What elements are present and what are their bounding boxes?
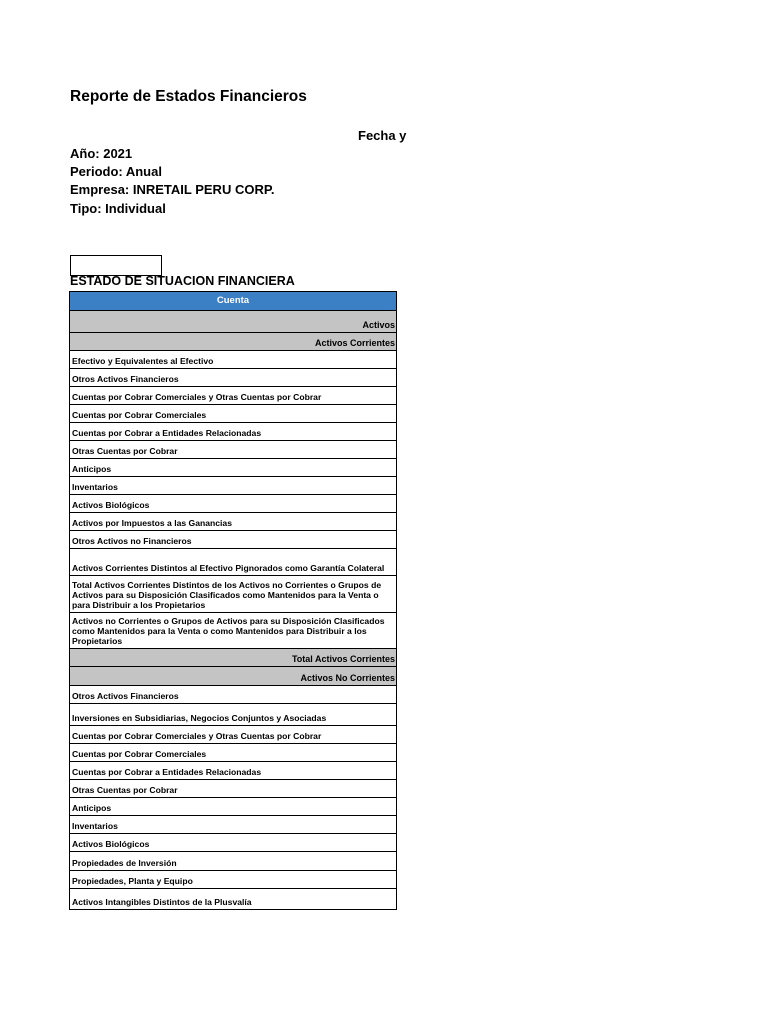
table-row	[70, 852, 396, 871]
report-title: Reporte de Estados Financieros	[70, 88, 307, 105]
account-label: Propiedades de Inversión	[72, 858, 177, 868]
table-row	[70, 704, 396, 726]
account-label: Cuentas por Cobrar a Entidades Relacionadas	[72, 428, 262, 438]
table-header: Cuenta	[70, 292, 396, 311]
table-row	[70, 576, 396, 613]
table-row	[70, 441, 396, 459]
company-label: Empresa: INRETAIL PERU CORP.	[70, 182, 275, 197]
group-label: Activos Corrientes	[314, 338, 395, 348]
period-label: Periodo: Anual	[70, 164, 162, 179]
table-row	[70, 816, 396, 834]
table-row	[70, 780, 396, 798]
account-label: Cuentas por Cobrar Comerciales y Otras Cuentas por Cobrar	[72, 392, 322, 402]
type-label: Tipo: Individual	[70, 201, 166, 216]
table-row	[70, 369, 396, 387]
table-row	[70, 531, 396, 549]
table-row	[70, 477, 396, 495]
account-label: Anticipos	[72, 464, 112, 474]
table-group-row	[70, 333, 396, 351]
table-row	[70, 726, 396, 744]
group-label: Total Activos Corrientes	[291, 654, 395, 664]
account-label: Propiedades, Planta y Equipo	[72, 876, 193, 886]
group-label: Activos	[362, 320, 395, 330]
table-row	[70, 459, 396, 477]
account-label: Cuentas por Cobrar a Entidades Relacionadas	[72, 767, 262, 777]
account-label: Total Activos Corrientes Distintos de los Activos no Corrientes o Grupos de Activos para su Disposición Clasificados como Mantenidos para la Venta o para Distribuir a los Propietarios	[72, 580, 382, 610]
account-label: Cuentas por Cobrar Comerciales	[72, 410, 207, 420]
account-label: Otras Cuentas por Cobrar	[72, 446, 178, 456]
table-row	[70, 871, 396, 889]
account-label: Efectivo y Equivalentes al Efectivo	[72, 356, 214, 366]
date-label: Fecha y	[358, 128, 407, 143]
table-group-row	[70, 649, 396, 667]
table-row	[70, 387, 396, 405]
table-row	[70, 495, 396, 513]
year-label: Año: 2021	[70, 146, 133, 161]
account-label: Activos por Impuestos a las Ganancias	[72, 518, 232, 528]
empty-input-box[interactable]	[70, 255, 162, 276]
table-row	[70, 613, 396, 649]
account-label: Activos Intangibles Distintos de la Plusvalía	[72, 897, 252, 907]
table-row	[70, 762, 396, 780]
table-row	[70, 405, 396, 423]
table-row	[70, 351, 396, 369]
table-group-row	[70, 311, 396, 333]
table-row	[70, 834, 396, 852]
account-label: Inversiones en Subsidiarias, Negocios Conjuntos y Asociadas	[72, 713, 327, 723]
account-label: Activos Biológicos	[72, 500, 150, 510]
group-label: Activos No Corrientes	[300, 673, 395, 683]
table-group-row	[70, 667, 396, 686]
account-label: Anticipos	[72, 803, 112, 813]
table-row	[70, 686, 396, 704]
account-label: Otras Cuentas por Cobrar	[72, 785, 178, 795]
date-label-clip	[340, 128, 407, 148]
account-label: Otros Activos no Financieros	[72, 536, 192, 546]
table-row	[70, 889, 396, 909]
account-label: Otros Activos Financieros	[72, 691, 179, 701]
table-row	[70, 549, 396, 576]
account-label: Cuentas por Cobrar Comerciales	[72, 749, 207, 759]
account-label: Activos no Corrientes o Grupos de Activos para su Disposición Clasificados como Mantenidos para la Venta o como Mantenidos para Distribuir a los Propietarios	[72, 616, 385, 646]
account-label: Activos Corrientes Distintos al Efectivo Pignorados como Garantía Colateral	[72, 563, 385, 573]
account-label: Inventarios	[72, 821, 118, 831]
table-row	[70, 798, 396, 816]
account-label: Cuentas por Cobrar Comerciales y Otras Cuentas por Cobrar	[72, 731, 322, 741]
account-label: Inventarios	[72, 482, 118, 492]
section-title: ESTADO DE SITUACION FINANCIERA	[70, 274, 295, 288]
account-label: Otros Activos Financieros	[72, 374, 179, 384]
account-label: Activos Biológicos	[72, 839, 150, 849]
table-row	[70, 513, 396, 531]
accounts-table	[69, 291, 397, 910]
table-row	[70, 744, 396, 762]
table-row	[70, 423, 396, 441]
